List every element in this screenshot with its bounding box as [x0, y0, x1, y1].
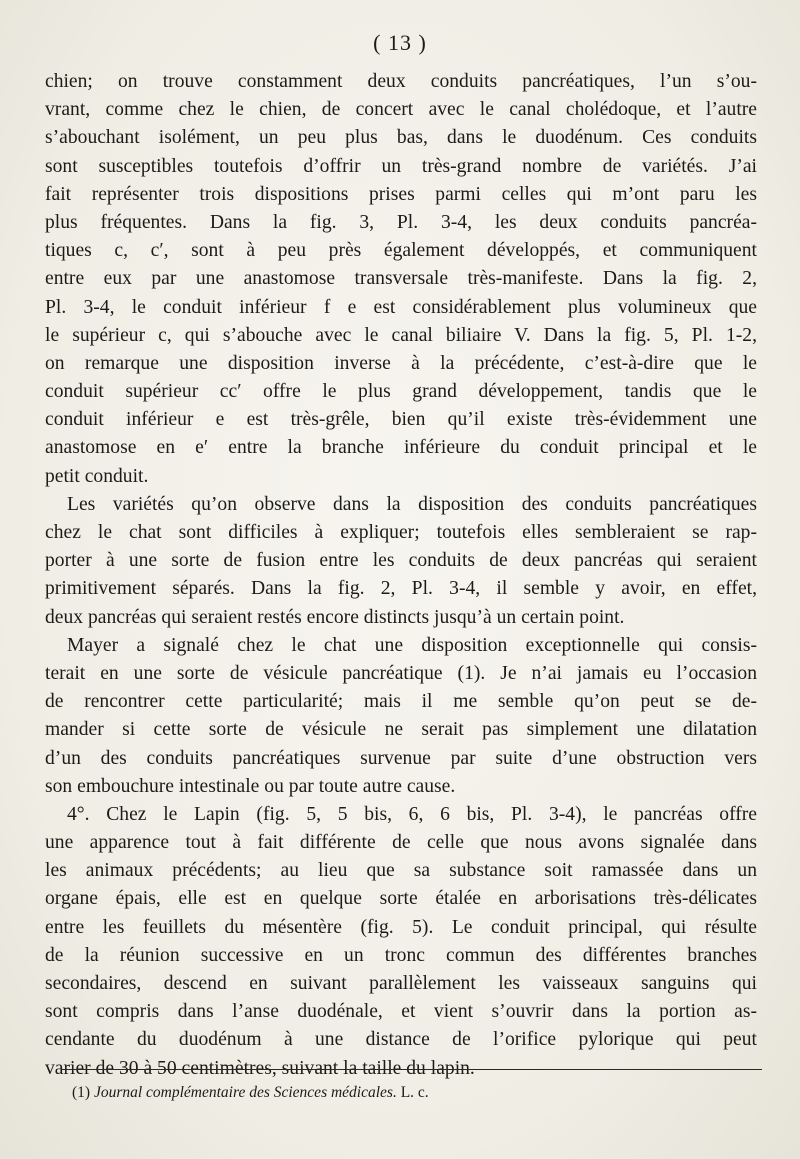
- text-line: Pl. 3-4, le conduit inférieur f e est considérablement plus volumineux que: [45, 296, 757, 318]
- text-line: de la réunion successive en un tronc commun des différentes branches: [45, 944, 757, 966]
- text-line: petit conduit.: [45, 465, 149, 487]
- body-text: [45, 68, 757, 1083]
- footnote-ref: L. c.: [400, 1084, 429, 1101]
- text-line: on remarque une disposition inverse à la précédente, c’est-à-dire que le: [45, 352, 757, 374]
- text-line: Mayer a signalé chez le chat une disposition exceptionnelle qui consis-: [67, 634, 757, 656]
- text-line: secondaires, descend en suivant parallèlement les vaisseaux sanguins qui: [45, 973, 757, 994]
- text-line: varier de 30 à 50 centimètres, suivant la taille du lapin.: [45, 1057, 475, 1079]
- text-line: mander si cette sorte de vésicule ne serait pas simplement une dilatation: [45, 719, 757, 741]
- text-line: son embouchure intestinale ou par toute autre cause.: [45, 775, 456, 797]
- text-line: terait en une sorte de vésicule pancréatique (1). Je n’ai jamais eu l’occasion: [45, 662, 757, 684]
- text-line: sont compris dans l’anse duodénale, et vient s’ouvrir dans la portion as-: [45, 1001, 757, 1023]
- text-line: cendante du duodénum à une distance de l’orifice pylorique qui peut: [45, 1029, 757, 1051]
- text-line: organe épais, elle est en quelque sorte étalée en arborisations très-délicates: [45, 888, 757, 910]
- footnote: [72, 1084, 429, 1102]
- text-line: fait représenter trois dispositions prises parmi celles qui m’ont paru les: [45, 183, 757, 205]
- text-line: plus fréquentes. Dans la fig. 3, Pl. 3-4, les deux conduits pancréa-: [45, 211, 757, 233]
- text-line: chez le chat sont difficiles à expliquer; toutefois elles sembleraient se rap-: [45, 522, 757, 543]
- text-line: le supérieur c, qui s’abouche avec le canal biliaire V. Dans la fig. 5, Pl. 1-2,: [45, 324, 757, 346]
- text-line: entre les feuillets du mésentère (fig. 5). Le conduit principal, qui résulte: [45, 916, 757, 938]
- page-number: ( 13 ): [373, 30, 427, 55]
- text-line: entre eux par une anastomose transversale très-manifeste. Dans la fig. 2,: [45, 268, 757, 290]
- text-line: s’abouchant isolément, un peu plus bas, dans le duodénum. Ces conduits: [45, 127, 757, 149]
- text-line: de rencontrer cette particularité; mais il me semble qu’on peut se de-: [45, 691, 757, 713]
- footnote-text: Journal complémentaire des Sciences médicales.: [93, 1084, 397, 1101]
- text-line: vrant, comme chez le chien, de concert avec le canal cholédoque, et l’autre: [45, 99, 757, 121]
- text-line: les animaux précédents; au lieu que sa substance soit ramassée dans un: [45, 860, 757, 882]
- text-line: anastomose en e′ entre la branche inférieure du conduit principal et le: [45, 437, 757, 459]
- text-line: conduit supérieur cc′ offre le plus grand développement, tandis que le: [45, 381, 757, 403]
- text-line: sont susceptibles toutefois d’offrir un très-grand nombre de variétés. J’ai: [45, 155, 757, 177]
- text-line: porter à une sorte de fusion entre les conduits de deux pancréas qui seraient: [45, 550, 757, 572]
- text-line: Les variétés qu’on observe dans la disposition des conduits pancréatiques: [67, 493, 757, 515]
- text-line: chien; on trouve constamment deux conduits pancréatiques, l’un s’ou-: [45, 71, 757, 92]
- text-line: primitivement séparés. Dans la fig. 2, Pl. 3-4, il semble y avoir, en effet,: [45, 578, 757, 600]
- footnote-marker: (1): [72, 1084, 91, 1101]
- text-line: conduit inférieur e est très-grêle, bien qu’il existe très-évidemment une: [45, 409, 757, 431]
- text-line: deux pancréas qui seraient restés encore distincts jusqu’à un certain point.: [45, 606, 625, 628]
- text-line: d’un des conduits pancréatiques survenue par suite d’une obstruction vers: [45, 747, 757, 769]
- text-line: une apparence tout à fait différente de celle que nous avons signalée dans: [45, 832, 757, 854]
- text-line: tiques c, c′, sont à peu près également développés, et communiquent: [45, 240, 757, 262]
- text-line: 4°. Chez le Lapin (fig. 5, 5 bis, 6, 6 bis, Pl. 3-4), le pancréas offre: [67, 803, 757, 825]
- footnote-rule: [62, 1069, 762, 1070]
